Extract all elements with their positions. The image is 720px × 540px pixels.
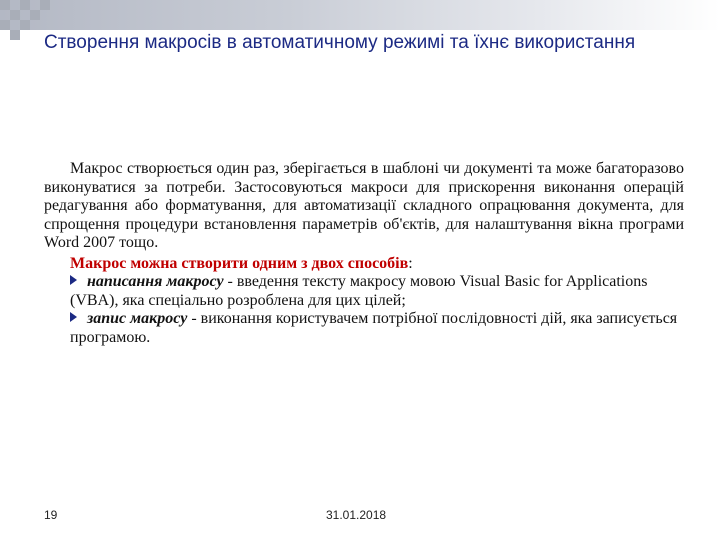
arrow-bullet-icon	[70, 275, 77, 285]
list-item-text: - виконання користувачем потрібної послідовності дій, яка записується програмою.	[70, 310, 678, 346]
list-item-term: запис макросу	[87, 310, 188, 327]
page-number: 19	[44, 508, 58, 522]
list-item	[70, 273, 684, 310]
arrow-bullet-icon	[70, 312, 77, 322]
list-item	[70, 310, 684, 347]
intro-paragraph: Макрос створюється один раз, зберігається в шаблоні чи документі та може багаторазово виконуватися за потреби. Застосовуються макроси для прискорення виконання операцій редагування або форматування, для автоматизації складного опрацювання документа, для спрощення процедури встановлення параметрів об'єктів, для налаштування вікна програми Word 2007 тощо.	[44, 160, 684, 251]
list-item-term: написання макросу	[87, 273, 224, 290]
ways-heading-colon: :	[408, 254, 413, 272]
top-decor-bar	[0, 0, 720, 30]
slide-title: Створення макросів в автоматичному режимі та їхнє використання	[44, 32, 636, 53]
list-item-text: - введення тексту макросу мовою Visual Basic for Applications (VBA), яка спеціально розроблена для цих цілей;	[70, 273, 648, 309]
slide-body	[44, 160, 684, 347]
slide-date: 31.01.2018	[326, 508, 387, 522]
ways-heading-text: Макрос можна створити одним з двох способів	[70, 254, 409, 272]
ways-heading	[70, 255, 684, 274]
